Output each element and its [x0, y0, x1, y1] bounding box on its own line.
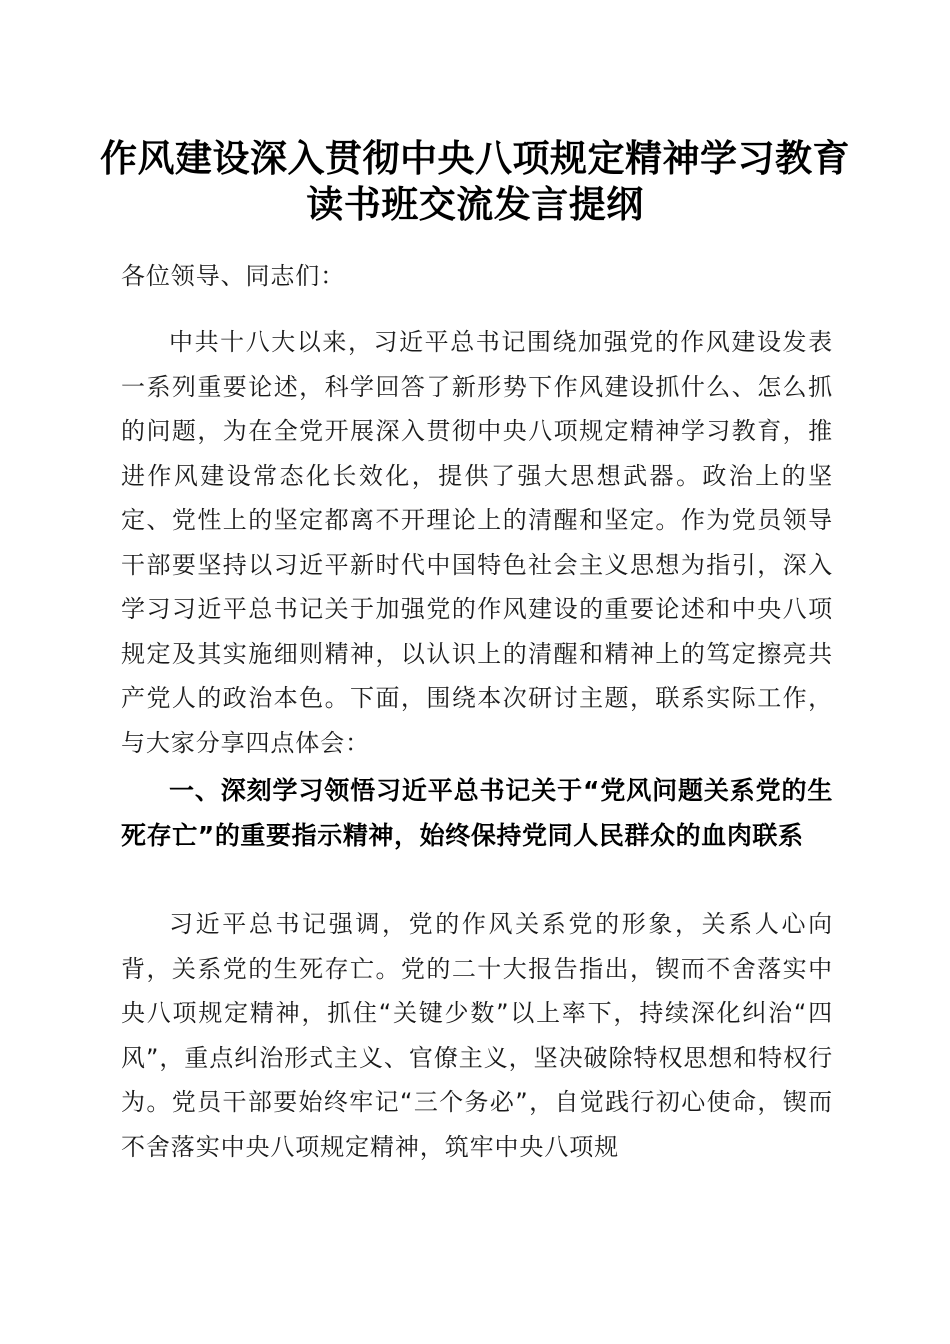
- section-heading-1: 一、深刻学习领悟习近平总书记关于“党风问题关系党的生死存亡”的重要指示精神，始终保持党同人民群众的血肉联系: [121, 776, 833, 850]
- intro-paragraph: 中共十八大以来，习近平总书记围绕加强党的作风建设发表一系列重要论述，科学回答了新形势下作风建设抓什么、怎么抓的问题，为在全党开展深入贯彻中央八项规定精神学习教育，推进作风建设常态化长效化，提供了强大思想武器。政治上的坚定、党性上的坚定都离不开理论上的清醒和坚定。作为党员领导干部要坚持以习近平新时代中国特色社会主义思想为指引，深入学习习近平总书记关于加强党的作风建设的重要论述和中央八项规定及其实施细则精神，以认识上的清醒和精神上的笃定擦亮共产党人的政治本色。下面，围绕本次研讨主题，联系实际工作，与大家分享四点体会：: [121, 328, 833, 757]
- document-title-line-1: 作风建设深入贯彻中央八项规定精神学习教育: [100, 136, 850, 180]
- document-title-line-2: 读书班交流发言提纲: [306, 182, 644, 226]
- salutation: 各位领导、同志们：: [121, 262, 346, 290]
- section-1-paragraph: 习近平总书记强调，党的作风关系党的形象，关系人心向背，关系党的生死存亡。党的二十大报告指出，锲而不舍落实中央八项规定精神，抓住“关键少数”以上率下，持续深化纠治“四风”，重点纠治形式主义、官僚主义，坚决破除特权思想和特权行为。党员干部要始终牢记“三个务必”，自觉践行初心使命，锲而不舍落实中央八项规定精神，筑牢中央八项规: [121, 910, 833, 1161]
